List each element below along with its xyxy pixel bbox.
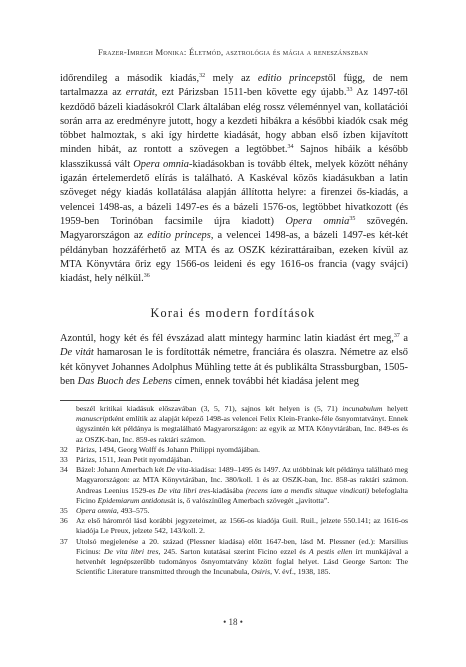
running-head-title: Életmód, asztrológia és mágia a reneszánszban — [188, 47, 369, 57]
footnote-ref-35[interactable]: 35 — [349, 215, 356, 222]
paragraph-editions: időrendileg a második kiadás,$^{32}$ mely az editio princepstől függ, de nem tartalmazza az erratát, ezt Párizsban 1511-ben követte egy újabb.$^{33}$ Az 1497-től kezdődő bázeli kiadásokról Clark általában elég rossz véleménnyel van, kollatációi során arra az eredményre jutott, hogy a kezdeti hibákra a későbbi kiadók csak még többet halmoztak, s aki így hirdette kiadását, hogy abban első ízben kijavított minden hibát, az rontott a szövegen a legtöbbet.$^{34}$ Sajnos hibáik a később klasszikussá vált Opera omnia-kiadásokban is tovább éltek, melyek között néhány igazán értelemerdető elírás is található. A Kaskéval közös kiadásukban a latin szöveget négy kiadás kollatálása alapján állította helyre: a firenzei ős-kiadás, a velencei 1498-as, a bázeli 1497-es és a bázeli 1576-os, legtöbbet hivatkozott (és 1959-ben Torinóban facsimile újra kiadott) Opera omnia$^{35}$ szövegén. Magyarországon az editio princeps, a velencei 1498-as, a bázeli 1497-es két-két példányban hozzáférhető az MTA és az OSZK kézirattáraiban, ezeken kívül az MTA Könyvtára őriz egy 1566-os leideni és egy 1616-os francia (vagy svájci) kiadást, hely nélkül.$^{36}$ — [60, 73, 409, 285]
footnote-ref-33[interactable]: 33 — [346, 87, 353, 94]
section-heading: Korai és modern fordítások — [150, 306, 316, 320]
footnote-separator — [60, 400, 180, 401]
footnote-34: 34 Bázel: Johann Amerbach két De vita-kiadása: 1489–1495 és 1497. Az utóbbinak két példánya található meg Magyarországon: az MTA Könyvtárában, Inc. 380/koll. 1 és az OSZK-ban, Inc. 858-as raktári számon. Andreas Leenius 1529-es De vita libri tres-kiadásába (recens iam a mendis situque vindicati) belefoglalta Ficino Epidemiarum antidotusát is, ő valószínűleg Amerbach szövegét „javította”. — [60, 465, 408, 505]
footnote-32: 32 Párizs, 1494, Georg Wolff és Johann Philippi nyomdájában. — [60, 444, 260, 454]
footnote-ref-37[interactable]: 37 — [393, 333, 400, 339]
footnote-37: 37 Utolsó megjelenése a 20. század (Plessner kiadása) előtt 1647-ben, lásd M. Plessner (ed.): Marsilius Ficinus: De vita libri tres, 245. Sarton kutatásai szerint Ficino ezzel és A pestis ellen írt munkájával a hetvenhét legnépszerűbb tudományos ősnyomtatvány között foglal helyet. Lásd George Sarton: The Scientific Literature transmitted through the Incunabula, Osiris, V. évf., 1938, 185. — [60, 536, 408, 577]
footnote-number: 35 — [60, 506, 68, 516]
footnote-continued: beszél kritikai kiadásuk előszavában (3, 5, 71), sajnos két helyen is (5, 71) incunabulum helyett manuscriptként említik az alapját képező 1498-as velencei Felix Klein-Franke-féle ősnyomtatványt. Ennek úgyszintén két példánya is megtalálható Magyarországon: az egyik az MTA Könyvtárában, Inc. 849-es és az OSZK-ban, Inc. 859-es raktári számon. — [76, 404, 408, 444]
page-number: • 18 • — [223, 617, 243, 627]
running-head — [0, 47, 466, 57]
footnote-ref-36[interactable]: 36 — [143, 273, 150, 280]
footnote-ref-32[interactable]: 32 — [199, 73, 206, 79]
running-head-author: Frazer-Imregh Monika: — [97, 47, 187, 57]
footnote-35: 35 Opera omnia, 493–575. — [60, 506, 150, 516]
footnote-number: 37 — [60, 536, 68, 546]
footnote-number: 34 — [60, 465, 68, 475]
footnote-number: 36 — [60, 516, 68, 526]
footnote-number: 33 — [60, 455, 68, 465]
footnote-ref-34[interactable]: 34 — [287, 144, 294, 151]
main-text-lower — [60, 332, 408, 389]
footnote-number: 32 — [60, 444, 68, 454]
footnote-36: 36 Az első háromról lásd korábbi jegyzeteimet, az 1566-os kiadója Guil. Ruil., jelzete 550.141; az 1616-os kiadója Le Preux, jelzete 542, 143/koll. 2. — [60, 516, 408, 536]
footnotes — [60, 404, 408, 577]
paragraph-translations: Azontúl, hogy két és fél évszázad alatt mintegy harminc latin kiadást ért meg,$^{37}$ a De vitát hamarosan le is fordították németre, franciára és olaszra. Németre az első két könyvet Johannes Adolphus Mühling tette át és publikálta Strassburgban, 1505-ben Das Buoch des Lebens címen, ennek további hét kiadása jelent meg — [60, 333, 408, 387]
footnote-33: 33 Párizs, 1511, Jean Petit nyomdájában. — [60, 455, 193, 465]
main-text-upper — [60, 72, 408, 286]
